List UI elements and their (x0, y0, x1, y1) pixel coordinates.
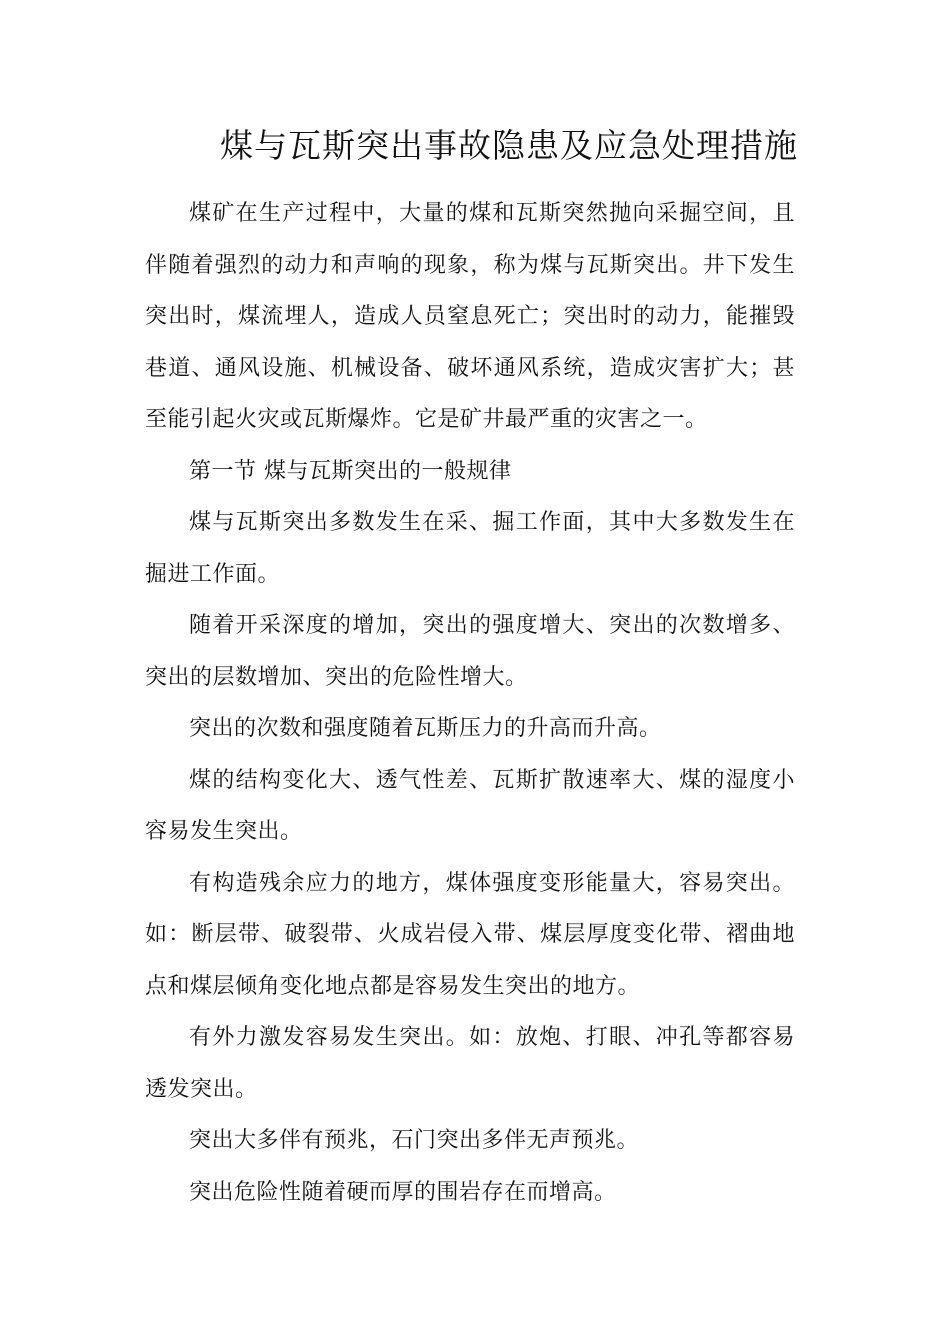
paragraph-intro: 煤矿在生产过程中，大量的煤和瓦斯突然抛向采掘空间，且伴随着强烈的动力和声响的现象，称为煤与瓦斯突出。井下发生突出时，煤流埋人，造成人员窒息死亡；突出时的动力，能摧毁巷道、通风设施、机械设备、破坏通风系统，造成灾害扩大；甚至能引起火灾或瓦斯爆炸。它是矿井最严重的灾害之一。 (145, 201, 795, 432)
paragraph: 突出危险性随着硬而厚的围岩存在而增高。 (189, 1179, 617, 1205)
paragraph: 有构造残余应力的地方，煤体强度变形能量大，容易突出。如：断层带、破裂带、火成岩侵入带、煤层厚度变化带、褶曲地点和煤层倾角变化地点都是容易发生突出的地方。 (145, 870, 795, 999)
document-body (145, 188, 795, 1218)
paragraph: 突出大多伴有预兆，石门突出多伴无声预兆。 (189, 1128, 640, 1153)
section-heading: 第一节 煤与瓦斯突出的一般规律 (189, 458, 512, 484)
paragraph: 突出的次数和强度随着瓦斯压力的升高而升高。 (189, 716, 662, 741)
paragraph: 煤的结构变化大、透气性差、瓦斯扩散速率大、煤的湿度小容易发生突出。 (145, 767, 795, 844)
paragraph: 煤与瓦斯突出多数发生在采、掘工作面，其中大多数发生在掘进工作面。 (145, 510, 795, 587)
document-title: 煤与瓦斯突出事故隐患及应急处理措施 (220, 126, 798, 165)
paragraph: 有外力激发容易发生突出。如：放炮、打眼、冲孔等都容易透发突出。 (145, 1025, 795, 1102)
paragraph: 随着开采深度的增加，突出的强度增大、突出的次数增多、突出的层数增加、突出的危险性增大。 (145, 613, 795, 690)
